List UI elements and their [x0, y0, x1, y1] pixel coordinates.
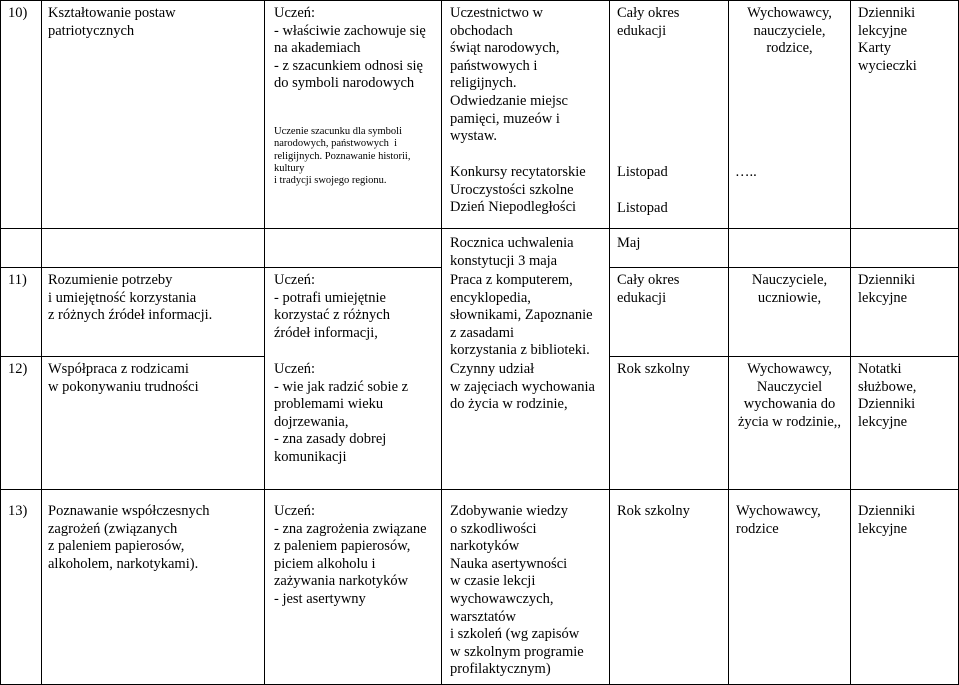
topic-name: Poznawanie współczesnych zagrożeń (związanych z paleniem papierosów, alkoholem, narkotykami). [48, 503, 210, 572]
responsible-persons: Wychowawcy, nauczyciele, rodzice, [747, 5, 832, 57]
time-frame: Cały okres edukacji [617, 272, 680, 306]
time-frame: Rok szkolny [617, 503, 690, 519]
row-divider [609, 267, 959, 268]
activity-forms: Rocznica uchwalenia konstytucji 3 maja [450, 235, 574, 269]
row-number: 11) [8, 272, 27, 288]
responsible-persons: Wychowawcy, rodzice [736, 503, 821, 537]
column-divider [728, 0, 729, 685]
activity-forms: Praca z komputerem, encyklopedia, słownikami, Zapoznanie z zasadami korzystania z biblioteki. [450, 272, 593, 359]
time-frame: Cały okres edukacji [617, 5, 680, 39]
topic-name: Współpraca z rodzicami w pokonywaniu trudności [48, 361, 199, 395]
column-divider [0, 0, 1, 685]
documentation: Dzienniki lekcyjne [858, 503, 916, 537]
topic-name: Rozumienie potrzeby i umiejętność korzystania z różnych źródeł informacji. [48, 272, 213, 324]
row-divider [0, 489, 959, 490]
row-number: 10) [8, 5, 28, 21]
activity-forms: Uczestnictwo w obchodach świąt narodowych, państwowych i religijnych. Odwiedzanie miejsc pamięci, muzeów i wystaw. [450, 5, 568, 145]
student-outcomes: Uczeń: - wie jak radzić sobie z problemami wieku dojrzewania, - zna zasady dobrej komunikacji [274, 361, 409, 465]
column-divider [850, 0, 851, 685]
table-border-top [0, 0, 959, 1]
topic-note: Uczenie szacunku dla symboli narodowych, państwowych i religijnych. Poznawanie historii, kultury i tradycji swojego regionu. [274, 126, 411, 187]
student-outcomes: Uczeń: - właściwie zachowuje się na akademiach - z szacunkiem odnosi się do symboli narodowych [274, 5, 426, 92]
row-divider [0, 228, 959, 229]
activity-forms: Czynny udział w zajęciach wychowania do życia w rodzinie, [450, 361, 595, 413]
column-divider [609, 0, 610, 685]
activity-forms: Zdobywanie wiedzy o szkodliwości narkotyków Nauka asertywności w czasie lekcji wychowawczych, warsztatów i szkoleń (wg zapisów w szkolnym programie profilaktycznym) [450, 503, 584, 678]
column-divider [441, 0, 442, 685]
student-outcomes: Uczeń: - potrafi umiejętnie korzystać z różnych źródeł informacji, [274, 272, 390, 341]
row-number: 12) [8, 361, 28, 377]
documentation: Dzienniki lekcyjne [858, 272, 916, 306]
row-divider [0, 267, 441, 268]
row-divider [609, 356, 959, 357]
activity-forms: Konkursy recytatorskie Uroczystości szkolne Dzień Niepodległości [450, 164, 586, 216]
time-frame: Rok szkolny [617, 361, 690, 377]
documentation: Dzienniki lekcyjne Karty wycieczki [858, 5, 917, 74]
time-frame: Listopad [617, 164, 668, 180]
topic-name: Kształtowanie postaw patriotycznych [48, 5, 176, 39]
time-frame: Maj [617, 235, 641, 251]
row-divider [0, 356, 264, 357]
column-divider [41, 0, 42, 685]
responsible-persons: Nauczyciele, uczniowie, [751, 272, 828, 306]
row-number: 13) [8, 503, 28, 519]
column-divider [264, 0, 265, 685]
documentation: Notatki służbowe, Dzienniki lekcyjne [858, 361, 917, 430]
responsible-persons: ….. [735, 164, 757, 180]
time-frame: Listopad [617, 200, 668, 216]
responsible-persons: Wychowawcy, Nauczyciel wychowania do życia w rodzinie,, [737, 361, 842, 430]
student-outcomes: Uczeń: - zna zagrożenia związane z paleniem papierosów, piciem alkoholu i zażywania narkotyków - jest asertywny [274, 503, 427, 607]
